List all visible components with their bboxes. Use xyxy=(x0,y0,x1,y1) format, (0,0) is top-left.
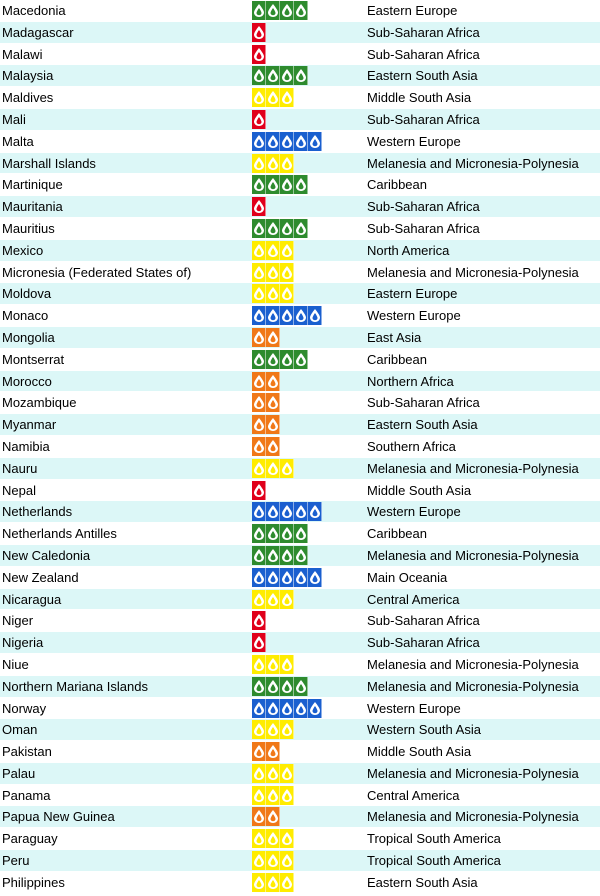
water-drop-icon xyxy=(308,306,322,325)
region-name: Tropical South America xyxy=(367,831,501,847)
table-row xyxy=(0,610,600,632)
country-name: Northern Mariana Islands xyxy=(2,678,148,694)
country-name: Niger xyxy=(2,613,34,629)
water-rating xyxy=(252,764,294,783)
water-drop-icon xyxy=(280,677,294,696)
water-drop-icon xyxy=(252,88,266,107)
country-name: Norway xyxy=(2,700,47,716)
water-rating xyxy=(252,110,266,129)
water-drop-icon xyxy=(280,306,294,325)
country-name: Paraguay xyxy=(2,831,58,847)
water-drop-icon xyxy=(280,1,294,20)
water-drop-icon xyxy=(252,175,266,194)
water-drop-icon xyxy=(294,1,308,20)
water-drop-icon xyxy=(252,524,266,543)
water-rating xyxy=(252,393,280,412)
water-drop-icon xyxy=(252,742,266,761)
water-drop-icon xyxy=(252,633,266,652)
country-name: Marshall Islands xyxy=(2,155,96,171)
water-drop-icon xyxy=(266,655,280,674)
country-name: New Zealand xyxy=(2,569,79,585)
water-rating xyxy=(252,524,308,543)
water-drop-icon xyxy=(308,568,322,587)
water-rating xyxy=(252,132,322,151)
region-name: Western South Asia xyxy=(367,722,481,738)
water-rating xyxy=(252,328,280,347)
water-drop-icon xyxy=(280,764,294,783)
water-drop-icon xyxy=(266,175,280,194)
country-name: Niue xyxy=(2,656,29,672)
region-name: Eastern South Asia xyxy=(367,874,478,890)
water-drop-icon xyxy=(252,481,266,500)
water-drop-icon xyxy=(252,328,266,347)
water-drop-icon xyxy=(266,1,280,20)
water-drop-icon xyxy=(252,219,266,238)
region-name: Southern Africa xyxy=(367,438,456,454)
table-row xyxy=(0,349,600,371)
water-drop-icon xyxy=(252,807,266,826)
water-rating xyxy=(252,699,322,718)
water-rating xyxy=(252,284,294,303)
water-drop-icon xyxy=(252,502,266,521)
water-rating xyxy=(252,655,294,674)
water-drop-icon xyxy=(280,66,294,85)
water-drop-icon xyxy=(280,350,294,369)
region-name: Melanesia and Micronesia-Polynesia xyxy=(367,547,579,563)
water-drop-icon xyxy=(266,720,280,739)
table-row xyxy=(0,654,600,676)
water-drop-icon xyxy=(252,393,266,412)
water-rating xyxy=(252,677,308,696)
table-row xyxy=(0,65,600,87)
water-drop-icon xyxy=(294,175,308,194)
water-drop-icon xyxy=(280,219,294,238)
water-drop-icon xyxy=(252,415,266,434)
country-name: Madagascar xyxy=(2,24,74,40)
region-name: Caribbean xyxy=(367,177,427,193)
table-row xyxy=(0,785,600,807)
region-name: East Asia xyxy=(367,329,422,345)
table-row xyxy=(0,698,600,720)
water-drop-icon xyxy=(294,546,308,565)
water-drop-icon xyxy=(266,873,280,892)
table-row xyxy=(0,131,600,153)
region-name: Melanesia and Micronesia-Polynesia xyxy=(367,678,579,694)
table-row xyxy=(0,436,600,458)
water-drop-icon xyxy=(280,655,294,674)
region-name: Sub-Saharan Africa xyxy=(367,111,480,127)
region-name: Eastern Europe xyxy=(367,286,458,302)
country-name: Myanmar xyxy=(2,417,57,433)
water-drop-icon xyxy=(252,786,266,805)
table-row xyxy=(0,480,600,502)
water-drop-icon xyxy=(266,829,280,848)
region-name: Western Europe xyxy=(367,700,461,716)
water-drop-icon xyxy=(294,502,308,521)
water-drop-icon xyxy=(280,720,294,739)
water-rating xyxy=(252,263,294,282)
table-row xyxy=(0,763,600,785)
table-row xyxy=(0,109,600,131)
water-drop-icon xyxy=(294,132,308,151)
water-rating xyxy=(252,154,294,173)
water-rating xyxy=(252,415,280,434)
table-row xyxy=(0,741,600,763)
water-drop-icon xyxy=(280,459,294,478)
water-drop-icon xyxy=(252,110,266,129)
region-name: Middle South Asia xyxy=(367,90,472,106)
water-rating xyxy=(252,829,294,848)
region-name: Eastern Europe xyxy=(367,3,458,18)
table-row xyxy=(0,218,600,240)
country-name: Philippines xyxy=(2,874,65,890)
country-name: Malawi xyxy=(2,46,43,62)
water-drop-icon xyxy=(294,677,308,696)
water-drop-icon xyxy=(266,306,280,325)
region-name: Western Europe xyxy=(367,308,461,324)
water-drop-icon xyxy=(266,328,280,347)
region-name: Melanesia and Micronesia-Polynesia xyxy=(367,155,579,171)
table-row xyxy=(0,719,600,741)
table-row xyxy=(0,589,600,611)
water-rating xyxy=(252,23,266,42)
water-drop-icon xyxy=(266,546,280,565)
water-drop-icon xyxy=(266,568,280,587)
table-row xyxy=(0,523,600,545)
country-name: Mauritania xyxy=(2,199,63,215)
country-name: Micronesia (Federated States of) xyxy=(2,264,192,280)
table-row xyxy=(0,392,600,414)
table-row xyxy=(0,240,600,262)
region-name: Western Europe xyxy=(367,133,461,149)
region-name: Sub-Saharan Africa xyxy=(367,613,480,629)
country-name: Mauritius xyxy=(2,220,55,236)
water-rating xyxy=(252,437,280,456)
country-name: Nepal xyxy=(2,482,36,498)
water-drop-icon xyxy=(252,306,266,325)
table-row xyxy=(0,305,600,327)
water-rating xyxy=(252,241,294,260)
water-drop-icon xyxy=(266,241,280,260)
water-drop-icon xyxy=(280,284,294,303)
water-drop-icon xyxy=(280,568,294,587)
water-drop-icon xyxy=(252,284,266,303)
country-name: Monaco xyxy=(2,308,49,324)
water-rating xyxy=(252,633,266,652)
region-name: Central America xyxy=(367,787,460,803)
water-drop-icon xyxy=(252,372,266,391)
water-drop-icon xyxy=(252,154,266,173)
country-name: New Caledonia xyxy=(2,547,91,563)
water-rating xyxy=(252,568,322,587)
water-rating xyxy=(252,1,308,20)
water-rating xyxy=(252,720,294,739)
water-drop-icon xyxy=(266,393,280,412)
country-name: Mongolia xyxy=(2,329,55,345)
water-drop-icon xyxy=(252,45,266,64)
table-row xyxy=(0,87,600,109)
water-drop-icon xyxy=(280,132,294,151)
water-drop-icon xyxy=(252,873,266,892)
water-drop-icon xyxy=(252,764,266,783)
water-drop-icon xyxy=(294,66,308,85)
table-row xyxy=(0,327,600,349)
country-name: Pakistan xyxy=(2,744,52,760)
table-row xyxy=(0,806,600,828)
country-name: Moldova xyxy=(2,286,52,302)
region-name: Sub-Saharan Africa xyxy=(367,46,480,62)
water-drop-icon xyxy=(266,807,280,826)
water-drop-icon xyxy=(252,437,266,456)
country-name: Namibia xyxy=(2,438,50,454)
water-rating xyxy=(252,873,294,892)
water-rating xyxy=(252,372,280,391)
water-drop-icon xyxy=(266,154,280,173)
table-row xyxy=(0,567,600,589)
country-name: Netherlands xyxy=(2,504,73,520)
region-name: Caribbean xyxy=(367,526,427,542)
table-row xyxy=(0,501,600,523)
water-drop-icon xyxy=(252,350,266,369)
water-drop-icon xyxy=(280,590,294,609)
water-drop-icon xyxy=(280,546,294,565)
country-name: Martinique xyxy=(2,177,63,193)
country-name: Morocco xyxy=(2,373,52,389)
water-rating xyxy=(252,742,280,761)
water-rating xyxy=(252,197,266,216)
table-row xyxy=(0,174,600,196)
water-drop-icon xyxy=(252,241,266,260)
water-rating xyxy=(252,481,266,500)
region-name: Sub-Saharan Africa xyxy=(367,199,480,215)
water-drop-icon xyxy=(252,263,266,282)
water-drop-icon xyxy=(280,786,294,805)
region-name: Central America xyxy=(367,591,460,607)
country-name: Macedonia xyxy=(2,3,66,18)
water-drop-icon xyxy=(280,851,294,870)
water-drop-icon xyxy=(266,502,280,521)
water-drop-icon xyxy=(308,699,322,718)
region-name: Western Europe xyxy=(367,504,461,520)
country-name: Mali xyxy=(2,111,26,127)
water-drop-icon xyxy=(280,175,294,194)
water-drop-icon xyxy=(294,219,308,238)
water-drop-icon xyxy=(280,524,294,543)
water-drop-icon xyxy=(294,699,308,718)
water-rating xyxy=(252,786,294,805)
water-drop-icon xyxy=(266,459,280,478)
water-drop-icon xyxy=(252,720,266,739)
water-drop-icon xyxy=(280,154,294,173)
country-name: Nauru xyxy=(2,460,38,476)
water-drop-icon xyxy=(252,197,266,216)
table-row xyxy=(0,0,600,22)
water-rating xyxy=(252,45,266,64)
water-rating xyxy=(252,306,322,325)
water-rating xyxy=(252,459,294,478)
water-rating xyxy=(252,175,308,194)
water-drop-icon xyxy=(280,829,294,848)
water-drop-icon xyxy=(266,263,280,282)
country-name: Nigeria xyxy=(2,635,44,651)
water-drop-icon xyxy=(266,590,280,609)
water-drop-icon xyxy=(266,677,280,696)
water-drop-icon xyxy=(280,873,294,892)
water-rating xyxy=(252,88,294,107)
water-drop-icon xyxy=(252,66,266,85)
water-drop-icon xyxy=(280,241,294,260)
country-name: Nicaragua xyxy=(2,591,62,607)
country-name: Oman xyxy=(2,722,38,738)
water-drop-icon xyxy=(266,372,280,391)
water-drop-icon xyxy=(294,350,308,369)
water-drop-icon xyxy=(266,786,280,805)
country-name: Malaysia xyxy=(2,68,54,84)
country-name: Peru xyxy=(2,853,30,869)
table-row xyxy=(0,22,600,44)
water-drop-icon xyxy=(266,524,280,543)
region-name: Sub-Saharan Africa xyxy=(367,220,480,236)
region-name: Northern Africa xyxy=(367,373,454,389)
water-drop-icon xyxy=(266,219,280,238)
water-drop-icon xyxy=(294,568,308,587)
water-drop-icon xyxy=(266,415,280,434)
table-row xyxy=(0,872,600,894)
country-name: Malta xyxy=(2,133,34,149)
region-name: Melanesia and Micronesia-Polynesia xyxy=(367,264,579,280)
water-rating xyxy=(252,502,322,521)
water-drop-icon xyxy=(308,502,322,521)
water-drop-icon xyxy=(252,851,266,870)
water-drop-icon xyxy=(308,132,322,151)
region-name: Melanesia and Micronesia-Polynesia xyxy=(367,656,579,672)
region-name: Middle South Asia xyxy=(367,482,472,498)
water-drop-icon xyxy=(294,524,308,543)
water-drop-icon xyxy=(266,66,280,85)
table-row xyxy=(0,850,600,872)
water-drop-icon xyxy=(266,284,280,303)
table-row xyxy=(0,828,600,850)
table-row xyxy=(0,196,600,218)
water-drop-icon xyxy=(252,459,266,478)
water-rating xyxy=(252,546,308,565)
water-drop-icon xyxy=(252,568,266,587)
region-name: Sub-Saharan Africa xyxy=(367,635,480,651)
table-row xyxy=(0,676,600,698)
water-drop-icon xyxy=(252,132,266,151)
water-drop-icon xyxy=(252,611,266,630)
country-name: Palau xyxy=(2,765,36,781)
water-drop-icon xyxy=(266,851,280,870)
region-name: Tropical South America xyxy=(367,853,501,869)
water-drop-icon xyxy=(252,546,266,565)
water-drop-icon xyxy=(266,742,280,761)
region-name: Melanesia and Micronesia-Polynesia xyxy=(367,460,579,476)
water-rating xyxy=(252,219,308,238)
country-name: Maldives xyxy=(2,90,54,106)
table-row xyxy=(0,262,600,284)
country-name: Montserrat xyxy=(2,351,65,367)
water-drop-icon xyxy=(252,590,266,609)
table-row xyxy=(0,153,600,175)
region-name: Sub-Saharan Africa xyxy=(367,24,480,40)
water-rating xyxy=(252,807,280,826)
region-name: North America xyxy=(367,242,450,258)
table-row xyxy=(0,283,600,305)
table-row xyxy=(0,44,600,66)
table-row xyxy=(0,458,600,480)
water-drop-icon xyxy=(294,306,308,325)
country-name: Panama xyxy=(2,787,51,803)
water-drop-icon xyxy=(252,23,266,42)
water-drop-icon xyxy=(252,829,266,848)
water-drop-icon xyxy=(280,699,294,718)
region-name: Eastern South Asia xyxy=(367,68,478,84)
water-drop-icon xyxy=(266,699,280,718)
water-drop-icon xyxy=(266,764,280,783)
table-row xyxy=(0,414,600,436)
water-drop-icon xyxy=(266,437,280,456)
water-rating xyxy=(252,611,266,630)
region-name: Melanesia and Micronesia-Polynesia xyxy=(367,809,579,825)
water-drop-icon xyxy=(280,502,294,521)
water-drop-icon xyxy=(266,88,280,107)
country-name: Mexico xyxy=(2,242,44,258)
table-row xyxy=(0,371,600,393)
region-name: Middle South Asia xyxy=(367,744,472,760)
region-name: Eastern South Asia xyxy=(367,417,478,433)
water-drop-icon xyxy=(266,132,280,151)
water-drop-icon xyxy=(280,88,294,107)
region-name: Melanesia and Micronesia-Polynesia xyxy=(367,765,579,781)
water-rating xyxy=(252,350,308,369)
country-name: Netherlands Antilles xyxy=(2,526,117,542)
country-name: Papua New Guinea xyxy=(2,809,115,825)
country-name: Mozambique xyxy=(2,395,77,411)
water-rating xyxy=(252,590,294,609)
water-drop-icon xyxy=(252,677,266,696)
water-drop-icon xyxy=(266,350,280,369)
water-rating xyxy=(252,851,294,870)
table-row xyxy=(0,632,600,654)
region-name: Main Oceania xyxy=(367,569,448,585)
table-row xyxy=(0,545,600,567)
region-name: Sub-Saharan Africa xyxy=(367,395,480,411)
region-name: Caribbean xyxy=(367,351,427,367)
water-drop-icon xyxy=(280,263,294,282)
water-drop-icon xyxy=(252,1,266,20)
water-rating xyxy=(252,66,308,85)
water-drop-icon xyxy=(252,655,266,674)
water-drop-icon xyxy=(252,699,266,718)
